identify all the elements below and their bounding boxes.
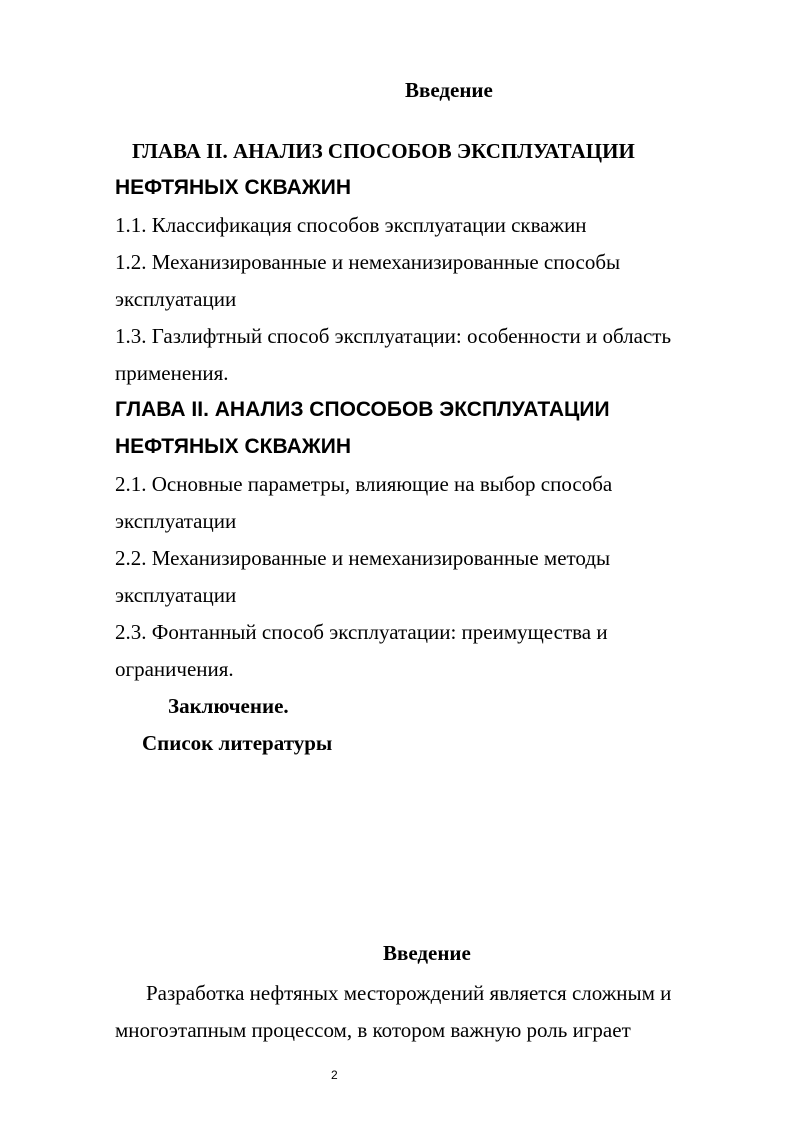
toc-item-2-2-line2: эксплуатации <box>115 583 237 607</box>
page-number: 2 <box>331 1068 338 1082</box>
intro-paragraph-line1: Разработка нефтяных месторождений является сложным и <box>146 981 672 1005</box>
toc-item-2-1-line2: эксплуатации <box>115 509 237 533</box>
toc-conclusion: Заключение. <box>168 694 289 718</box>
toc-chapter2-title-line1: ГЛАВА II. АНАЛИЗ СПОСОБОВ ЭКСПЛУАТАЦИИ <box>115 398 610 421</box>
toc-references: Список литературы <box>142 731 333 755</box>
toc-item-1-2-line1: 1.2. Механизированные и немеханизированные способы <box>115 250 621 274</box>
toc-chapter2-title-line2: НЕФТЯНЫХ СКВАЖИН <box>115 435 352 458</box>
toc-item-1-3-line1: 1.3. Газлифтный способ эксплуатации: особенности и область <box>115 324 672 348</box>
toc-chapter1-title-line2: НЕФТЯНЫХ СКВАЖИН <box>115 176 352 199</box>
toc-item-1-2-line2: эксплуатации <box>115 287 237 311</box>
toc-item-2-1-line1: 2.1. Основные параметры, влияющие на выбор способа <box>115 472 613 496</box>
intro-section-heading: Введение <box>383 941 471 965</box>
toc-item-1-1: 1.1. Классификация способов эксплуатации скважин <box>115 213 587 237</box>
toc-chapter1-title-line1: ГЛАВА II. АНАЛИЗ СПОСОБОВ ЭКСПЛУАТАЦИИ <box>132 139 635 163</box>
toc-item-2-3-line2: ограничения. <box>115 657 234 681</box>
toc-intro-heading: Введение <box>405 78 493 102</box>
toc-item-2-2-line1: 2.2. Механизированные и немеханизированные методы <box>115 546 611 570</box>
toc-item-2-3-line1: 2.3. Фонтанный способ эксплуатации: преимущества и <box>115 620 608 644</box>
toc-item-1-3-line2: применения. <box>115 361 229 385</box>
intro-paragraph-line2: многоэтапным процессом, в котором важную роль играет <box>115 1018 631 1042</box>
